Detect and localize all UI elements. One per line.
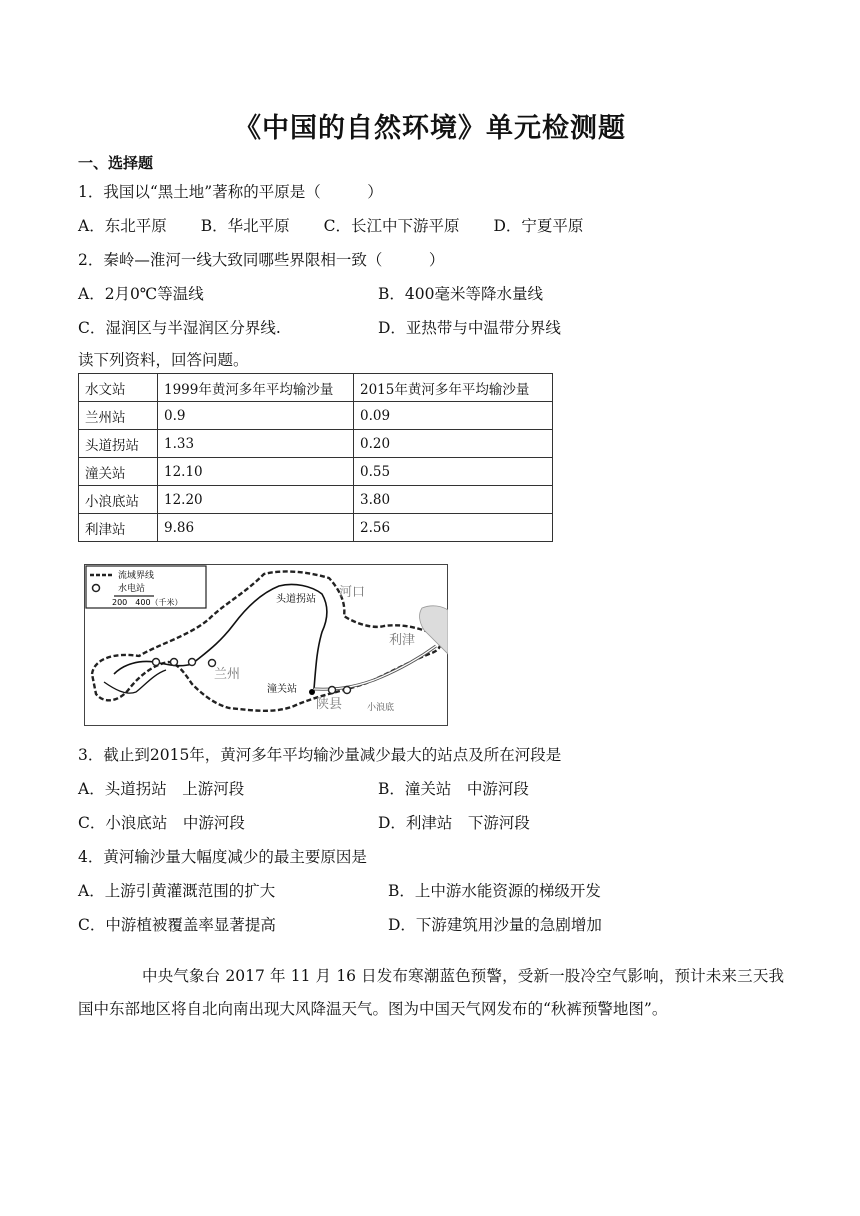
station-icon (171, 659, 178, 666)
page-title: 《中国的自然环境》单元检测题 (234, 113, 626, 144)
sediment-table (78, 373, 553, 542)
table-cell: 1.33 (158, 430, 354, 458)
q4-option-b: B．上中游水能资源的梯级开发 (388, 882, 601, 900)
table-cell: 0.20 (354, 430, 553, 458)
q2-option-d: D．亚热带与中温带分界线 (378, 319, 561, 337)
table-row (79, 458, 553, 486)
passage-text: 中央气象台 2017 年 11 月 16 日发布寒潮蓝色预警，受新一股冷空气影响，预计未来三天我国中东部地区将自北向南出现大风降温天气。图为中国天气网发布的“秋裤预警地图”。 (78, 967, 784, 1018)
question-1-stem: 1．我国以“黑土地”著称的平原是（ ） (78, 183, 383, 201)
table-header-cell: 2015年黄河多年平均输沙量 (354, 374, 553, 402)
yellow-river-map (84, 564, 448, 726)
table-cell: 利津站 (79, 514, 158, 542)
legend-boundary-label: 流域界线 (118, 571, 155, 581)
question-1-options (78, 214, 583, 236)
q3-option-d: D．利津站 下游河段 (378, 814, 530, 832)
q4-option-a: A．上游引黄灌溉范围的扩大 (78, 882, 276, 900)
label-lanzhou: 兰州 (214, 667, 241, 682)
table-cell: 0.55 (354, 458, 553, 486)
label-tongguan: 潼关站 (267, 684, 297, 695)
table-row (79, 514, 553, 542)
q3-option-c: C．小浪底站 中游河段 (78, 814, 245, 832)
label-lijin: 利津 (389, 633, 416, 648)
station-icon (329, 687, 336, 694)
section-heading: 一、选择题 (78, 154, 154, 172)
table-cell: 0.9 (158, 402, 354, 430)
q3-option-a: A．头道拐站 上游河段 (78, 780, 245, 798)
table-cell: 0.09 (354, 402, 553, 430)
table-cell: 潼关站 (79, 458, 158, 486)
label-shaanxian: 陕县 (316, 697, 343, 712)
table-header-cell: 水文站 (79, 374, 158, 402)
question-4-stem: 4．黄河输沙量大幅度减少的最主要原因是 (78, 848, 367, 866)
q2-option-b: B．400毫米等降水量线 (378, 285, 543, 303)
table-cell: 12.10 (158, 458, 354, 486)
table-row (79, 402, 553, 430)
q1-option-b: B．华北平原 (200, 217, 290, 235)
table-row (79, 486, 553, 514)
station-icon (189, 659, 196, 666)
q4-option-d: D．下游建筑用沙量的急剧增加 (388, 916, 602, 934)
station-icon (344, 687, 351, 694)
table-cell: 9.86 (158, 514, 354, 542)
table-cell: 3.80 (354, 486, 553, 514)
q1-option-a: A．东北平原 (78, 217, 167, 235)
question-3-stem: 3．截止到2015年，黄河多年平均输沙量减少最大的站点及所在河段是 (78, 746, 562, 764)
table-header-cell: 1999年黄河多年平均输沙量 (158, 374, 354, 402)
table-cell: 12.20 (158, 486, 354, 514)
q2-option-a: A．2月0℃等温线 (78, 285, 204, 303)
legend-scale-label: 200 400（千米） (112, 598, 183, 607)
tongguan-point (309, 689, 315, 695)
question-2-stem: 2．秦岭—淮河一线大致同哪些界限相一致（ ） (78, 251, 445, 269)
label-toudaoguai: 头道拐站 (276, 594, 316, 605)
label-hekou: 河口 (339, 585, 366, 600)
read-prompt: 读下列资料，回答问题。 (78, 351, 249, 369)
table-cell: 兰州站 (79, 402, 158, 430)
station-icon (209, 660, 216, 667)
table-cell: 2.56 (354, 514, 553, 542)
table-cell: 头道拐站 (79, 430, 158, 458)
q1-option-d: D．宁夏平原 (493, 217, 584, 235)
table-cell: 小浪底站 (79, 486, 158, 514)
table-header-row (79, 374, 553, 402)
label-xiaolangdi: 小浪底 (367, 703, 395, 713)
station-icon (153, 659, 160, 666)
legend-station-label: 水电站 (118, 584, 146, 594)
q1-option-c: C．长江中下游平原 (323, 217, 460, 235)
q3-option-b: B．潼关站 中游河段 (378, 780, 529, 798)
q2-option-c: C．湿润区与半湿润区分界线. (78, 319, 281, 337)
station-legend-icon (93, 585, 100, 592)
q4-option-c: C．中游植被覆盖率显著提高 (78, 916, 276, 934)
table-row (79, 430, 553, 458)
